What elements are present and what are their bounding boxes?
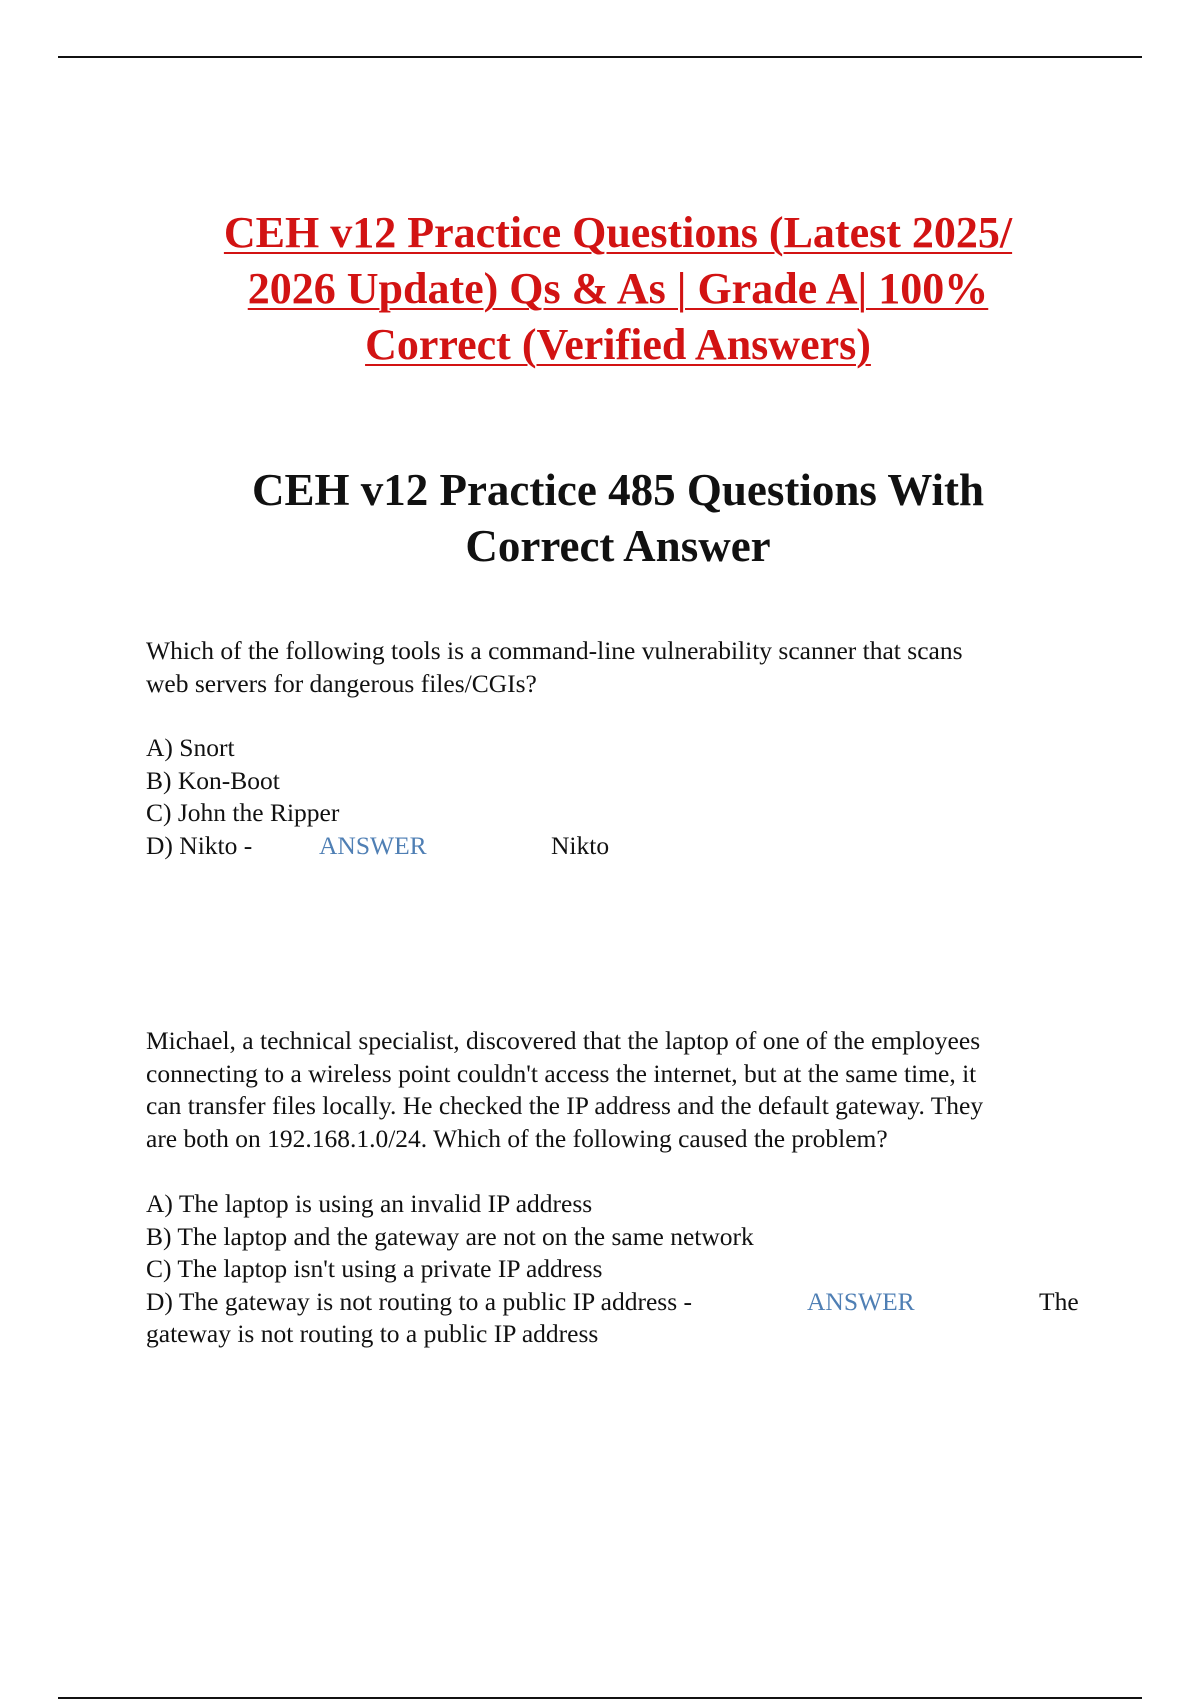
question-line: Michael, a technical specialist, discovered that the laptop of one of the employees <box>146 1026 981 1055</box>
answer-value: Nikto <box>551 830 610 860</box>
question-1-text <box>146 635 1086 700</box>
option-c: C) John the Ripper <box>146 798 340 827</box>
question-2-options <box>146 1188 1086 1351</box>
subtitle-line-1: CEH v12 Practice 485 Questions With <box>251 465 985 515</box>
title-line-1: CEH v12 Practice Questions (Latest 2025/ <box>223 208 1013 257</box>
question-2-text <box>146 1025 1086 1155</box>
option-b: B) Kon-Boot <box>146 765 280 795</box>
top-rule <box>58 56 1142 58</box>
subtitle-line-2: Correct Answer <box>465 521 771 571</box>
option-d-answer-line <box>146 1286 1086 1319</box>
option-a: A) The laptop is using an invalid IP address <box>146 1189 593 1218</box>
title-line-2: 2026 Update) Qs & As | Grade A| 100% <box>247 264 989 313</box>
question-line: can transfer files locally. He checked the IP address and the default gateway. They <box>146 1091 984 1120</box>
title-line-3: Correct (Verified Answers) <box>365 320 871 369</box>
option-d-answer-line <box>146 830 1086 863</box>
question-line: web servers for dangerous files/CGIs? <box>146 668 537 698</box>
question-line: Which of the following tools is a command-line vulnerability scanner that scans <box>146 636 963 665</box>
option-b: B) The laptop and the gateway are not on the same network <box>146 1221 754 1251</box>
question-line: are both on 192.168.1.0/24. Which of the following caused the problem? <box>146 1123 888 1153</box>
answer-continuation: gateway is not routing to a public IP address <box>146 1319 599 1348</box>
answer-label: ANSWER <box>319 830 427 860</box>
answer-label: ANSWER <box>807 1286 915 1316</box>
document-title <box>100 205 1136 373</box>
bottom-rule <box>58 1697 1142 1699</box>
answer-value: The <box>1039 1286 1079 1316</box>
option-d: D) The gateway is not routing to a public IP address - <box>146 1286 693 1316</box>
question-line: connecting to a wireless point couldn't access the internet, but at the same time, it <box>146 1058 977 1088</box>
option-d: D) Nikto - <box>146 830 253 860</box>
question-1-options <box>146 732 1086 862</box>
option-a: A) Snort <box>146 733 235 762</box>
document-subtitle <box>100 462 1136 574</box>
option-c: C) The laptop isn't using a private IP address <box>146 1254 603 1283</box>
